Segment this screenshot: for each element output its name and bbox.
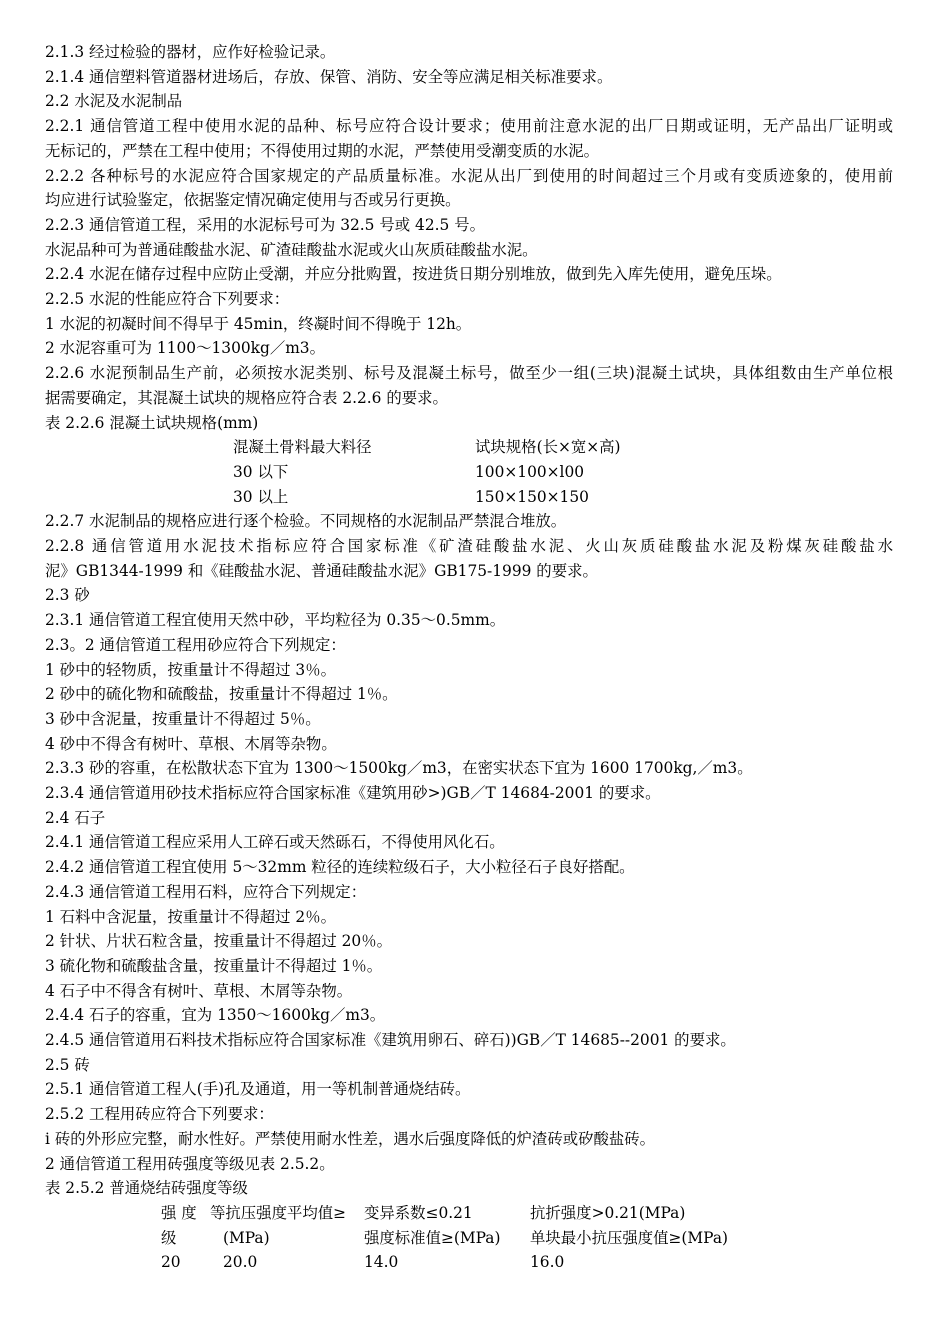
- table-row: [45, 1250, 893, 1275]
- table-2-5-2: [45, 1201, 893, 1275]
- table-header-cell: 混凝土骨料最大料径: [233, 438, 372, 457]
- table-cell: 30 以上: [233, 487, 289, 506]
- table-2-2-6: [45, 435, 893, 509]
- table-header-cell: 强度标准值≥(MPa): [364, 1228, 501, 1247]
- heading-2-4: 2.4 石子: [45, 808, 106, 827]
- line-cement-types: 水泥品种可为普通硅酸盐水泥、矿渣硅酸盐水泥或火山灰质硅酸盐水泥。: [45, 240, 538, 259]
- line-2-3-4: 2.3.4 通信管道用砂技术指标应符合国家标准《建筑用砂>)GB／T 14684-2001 的要求。: [45, 784, 661, 803]
- line-2-4-4: 2.4.4 石子的容重，宜为 1350～1600kg／m3。: [45, 1006, 386, 1025]
- para-2-2-1-line2: 无标记的，严禁在工程中使用；不得使用过期的水泥，严禁使用受潮变质的水泥。: [45, 141, 600, 160]
- line-2-4-3-item3: 3 硫化物和硫酸盐含量，按重量计不得超过 1％。: [45, 956, 383, 975]
- table-header-cell: 试块规格(长×宽×高): [475, 438, 621, 457]
- heading-2-2: 2.2 水泥及水泥制品: [45, 92, 183, 111]
- line-2-3-2-item4: 4 砂中不得含有树叶、草根、木屑等杂物。: [45, 734, 337, 753]
- table-header-cell: 等抗压强度平均值≥: [210, 1204, 347, 1222]
- table-row: [45, 460, 893, 485]
- table-header-cell: (MPa): [223, 1228, 270, 1247]
- line-2-5-2-item1: i 砖的外形应完整，耐水性好。严禁使用耐水性差，遇水后强度降低的炉渣砖或矽酸盐砖。: [45, 1129, 656, 1148]
- table-header-cell: 变异系数≤0.21: [364, 1204, 473, 1222]
- table-cell: 14.0: [364, 1253, 399, 1272]
- heading-2-5: 2.5 砖: [45, 1055, 90, 1074]
- line-2-4-2: 2.4.2 通信管道工程宜使用 5～32mm 粒径的连续粒级石子，大小粒径石子良好搭配。: [45, 858, 635, 877]
- line-2-4-3: 2.4.3 通信管道工程用石料，应符合下列规定：: [45, 882, 367, 901]
- line-2-2-7: 2.2.7 水泥制品的规格应进行逐个检验。不同规格的水泥制品严禁混合堆放。: [45, 512, 567, 531]
- para-2-2-2-line2: 均应进行试验鉴定，依据鉴定情况确定使用与否或另行更换。: [45, 191, 461, 210]
- para-2-2-8-line2: 泥》GB1344-1999 和《硅酸盐水泥、普通硅酸盐水泥》GB175-1999 的要求。: [45, 561, 598, 580]
- para-2-2-6-line1: 2.2.6 水泥预制品生产前，必须按水泥类别、标号及混凝土标号，做至少一组(三块)混凝土试块，具体组数由生产单位根: [45, 364, 893, 383]
- line-2-4-3-item1: 1 石料中含泥量，按重量计不得超过 2％。: [45, 907, 337, 926]
- line-2-1-4: 2.1.4 通信塑料管道器材进场后，存放、保管、消防、安全等应满足相关标准要求。: [45, 67, 613, 86]
- line-2-3-3: 2.3.3 砂的容重，在松散状态下宜为 1300～1500kg／m3，在密实状态下宜为 1600 1700kg,／m3。: [45, 759, 753, 778]
- table-header-row: [45, 435, 893, 460]
- table-2-2-6-caption: 表 2.2.6 混凝土试块规格(mm): [45, 413, 259, 432]
- table-row: [45, 485, 893, 510]
- heading-2-3: 2.3 砂: [45, 586, 90, 605]
- document-page: [45, 40, 893, 1275]
- line-2-5-1: 2.5.1 通信管道工程人(手)孔及通道，用一等机制普通烧结砖。: [45, 1080, 471, 1099]
- line-2-4-1: 2.4.1 通信管道工程应采用人工碎石或天然砾石，不得使用风化石。: [45, 833, 505, 852]
- table-header-row: [45, 1226, 893, 1251]
- para-2-2-8-line1: 2.2.8 通信管道用水泥技术指标应符合国家标准《矿渣硅酸盐水泥、火山灰质硅酸盐水泥及粉煤灰硅酸盐水: [45, 537, 893, 556]
- line-2-4-5: 2.4.5 通信管道用石料技术指标应符合国家标准《建筑用卵石、碎石))GB／T 14685--2001 的要求。: [45, 1031, 736, 1050]
- table-cell: 20: [161, 1253, 181, 1272]
- line-2-2-5-item1: 1 水泥的初凝时间不得早于 45min，终凝时间不得晚于 12h。: [45, 314, 472, 333]
- table-cell: 16.0: [530, 1253, 565, 1272]
- table-cell: 20.0: [223, 1253, 258, 1272]
- table-header-row: [45, 1201, 893, 1226]
- line-2-3-2: 2.3。2 通信管道工程用砂应符合下列规定：: [45, 635, 346, 654]
- line-2-3-1: 2.3.1 通信管道工程宜使用天然中砂，平均粒径为 0.35～0.5mm。: [45, 611, 506, 630]
- line-2-5-2-item2: 2 通信管道工程用砖强度等级见表 2.5.2。: [45, 1154, 335, 1173]
- table-header-cell: 强 度: [161, 1204, 197, 1222]
- line-2-3-2-item2: 2 砂中的硫化物和硫酸盐，按重量计不得超过 1％。: [45, 685, 398, 704]
- line-2-2-3: 2.2.3 通信管道工程，采用的水泥标号可为 32.5 号或 42.5 号。: [45, 215, 485, 234]
- para-2-2-1-line1: 2.2.1 通信管道工程中使用水泥的品种、标号应符合设计要求；使用前注意水泥的出厂日期或证明，无产品出厂证明或: [45, 117, 893, 136]
- table-cell: 30 以下: [233, 462, 289, 481]
- table-cell: 100×100×l00: [475, 462, 585, 481]
- line-2-1-3: 2.1.3 经过检验的器材，应作好检验记录。: [45, 43, 336, 61]
- table-header-cell: 单块最小抗压强度值≥(MPa): [530, 1228, 729, 1247]
- table-2-5-2-caption: 表 2.5.2 普通烧结砖强度等级: [45, 1179, 248, 1198]
- line-2-2-5: 2.2.5 水泥的性能应符合下列要求：: [45, 290, 290, 309]
- line-2-2-5-item2: 2 水泥容重可为 1100～1300kg／m3。: [45, 339, 325, 358]
- table-header-cell: 抗折强度>0.21(MPa): [530, 1204, 686, 1222]
- line-2-3-2-item3: 3 砂中含泥量，按重量计不得超过 5％。: [45, 709, 321, 728]
- para-2-2-6-line2: 据需要确定，其混凝土试块的规格应符合表 2.2.6 的要求。: [45, 388, 448, 407]
- line-2-2-4: 2.2.4 水泥在储存过程中应防止受潮，并应分批购置，按进货日期分别堆放，做到先入库先使用，避免压垛。: [45, 265, 782, 284]
- table-header-cell: 级: [161, 1228, 177, 1247]
- para-2-2-2-line1: 2.2.2 各种标号的水泥应符合国家规定的产品质量标准。水泥从出厂到使用的时间超过三个月或有变质迹象的，使用前: [45, 166, 893, 185]
- line-2-5-2: 2.5.2 工程用砖应符合下列要求：: [45, 1105, 274, 1124]
- line-2-4-3-item4: 4 石子中不得含有树叶、草根、木屑等杂物。: [45, 981, 353, 1000]
- line-2-3-2-item1: 1 砂中的轻物质，按重量计不得超过 3％。: [45, 660, 337, 679]
- line-2-4-3-item2: 2 针状、片状石粒含量，按重量计不得超过 20％。: [45, 932, 392, 951]
- table-cell: 150×150×150: [475, 487, 589, 506]
